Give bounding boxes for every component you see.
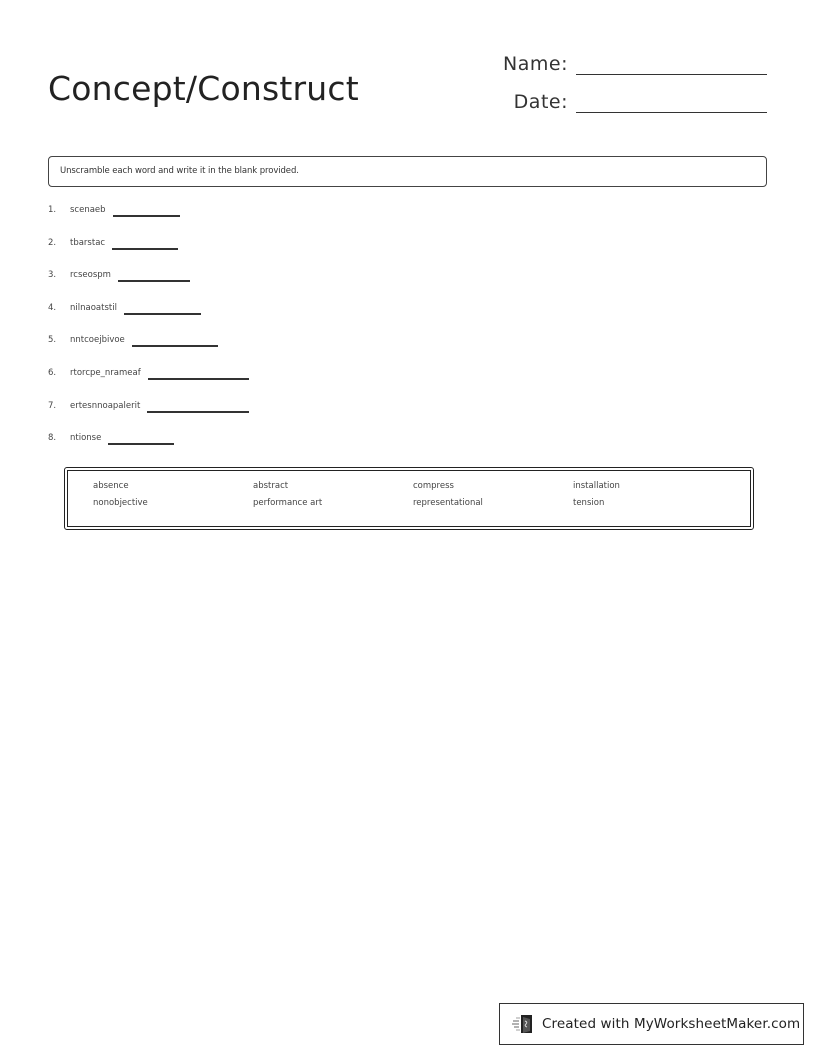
item-number: 7. [48, 400, 57, 411]
word-bank-entry: representational [413, 498, 483, 508]
item-number: 4. [48, 302, 57, 313]
date-field [488, 90, 767, 113]
word-bank-entry: tension [573, 498, 605, 508]
answer-blank [113, 215, 180, 217]
worksheet-maker-logo-icon [512, 1013, 536, 1035]
word-bank-entry: installation [573, 481, 620, 491]
item-number: 8. [48, 433, 57, 444]
word-bank-entry: performance art [253, 498, 323, 508]
date-line [576, 90, 767, 113]
answer-blank [108, 443, 174, 445]
scrambled-word: tbarstac [70, 237, 106, 248]
list-item [48, 205, 249, 238]
word-bank-entry: nonobjective [93, 498, 148, 508]
list-item [48, 433, 249, 466]
instructions-text: Unscramble each word and write it in the blank provided. [60, 166, 299, 176]
word-bank-entry: compress [413, 481, 454, 491]
scrambled-word: nntcoejbivoe [70, 335, 125, 346]
list-item [48, 401, 249, 434]
list-item [48, 303, 249, 336]
answer-blank [112, 248, 178, 250]
item-number: 2. [48, 237, 57, 248]
word-bank [64, 467, 754, 530]
scrambled-word: rtorcpe_nrameaf [70, 367, 141, 378]
word-bank-entry: absence [93, 481, 129, 491]
scramble-list [48, 205, 249, 466]
item-number: 5. [48, 335, 57, 346]
item-number: 6. [48, 367, 57, 378]
date-label: Date: [513, 91, 568, 113]
footer-text: Created with MyWorksheetMaker.com [542, 1016, 801, 1032]
name-label: Name: [503, 53, 568, 75]
item-number: 3. [48, 270, 57, 281]
answer-blank [118, 280, 190, 282]
footer-credit[interactable] [499, 1003, 804, 1045]
item-number: 1. [48, 205, 57, 215]
list-item [48, 270, 249, 303]
name-field [488, 52, 767, 75]
answer-blank [124, 313, 201, 315]
scrambled-word: nilnaoatstil [70, 302, 117, 313]
instructions-box [48, 156, 767, 187]
list-item [48, 368, 249, 401]
answer-blank [132, 345, 218, 347]
scrambled-word: rcseospm [70, 270, 111, 281]
page-title: Concept/Construct [48, 69, 359, 109]
answer-blank [148, 378, 249, 380]
scrambled-word: scenaeb [70, 205, 106, 215]
list-item [48, 335, 249, 368]
scrambled-word: ertesnnoapalerit [70, 400, 141, 411]
name-line [576, 52, 767, 75]
scrambled-word: ntionse [70, 433, 102, 444]
list-item [48, 238, 249, 271]
answer-blank [147, 411, 249, 413]
word-bank-entry: abstract [253, 481, 289, 491]
